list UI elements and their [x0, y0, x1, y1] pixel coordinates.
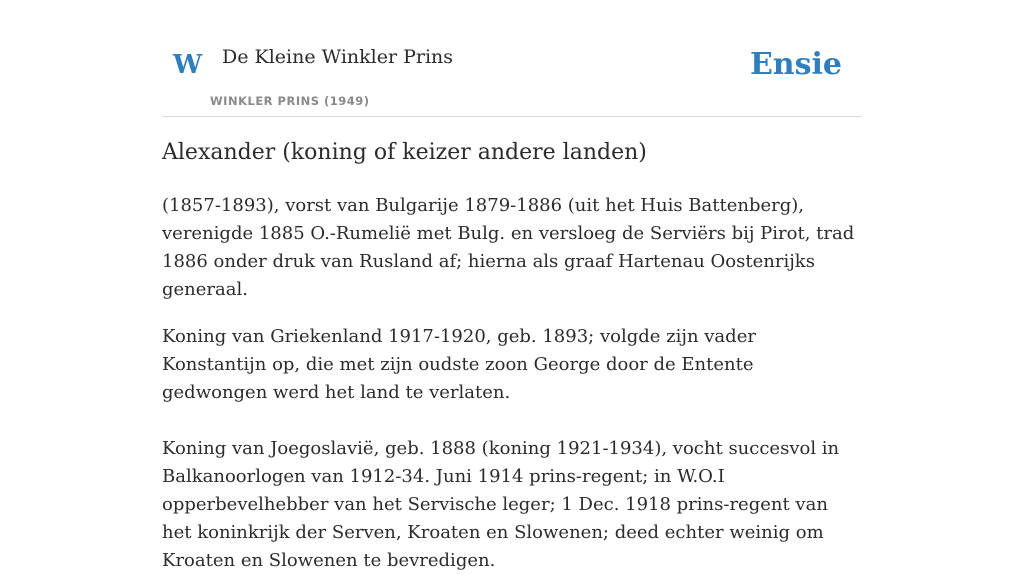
source-subtitle: WINKLER PRINS (1949) [210, 94, 370, 108]
ensie-logo[interactable]: Ensie [749, 47, 842, 82]
article-paragraph: Koning van Griekenland 1917-1920, geb. 1893; volgde zijn vader Konstantijn op, die met zijn oudste zoon George door de Entente gedwongen werd het land te verlaten. [162, 326, 756, 403]
source-title[interactable]: De Kleine Winkler Prins [222, 46, 454, 68]
article-paragraph: Koning van Joegoslavië, geb. 1888 (koning 1921-1934), vocht succesvol in Balkanoorlogen van 1912-34. Juni 1914 prins-regent; in W.O.I opperbevelhebber van het Servische leger; 1 Dec. 1918 prins-regent van het koninkrijk der Serven, Kroaten en Slowenen; deed echter weinig om Kroaten en Slowenen te bevredigen. [162, 438, 840, 571]
winkler-prins-logo[interactable]: W [173, 50, 203, 80]
article-title: Alexander (koning of keizer andere landen) [162, 140, 647, 165]
article-body [162, 192, 862, 575]
page-header [162, 0, 862, 117]
article-paragraph: (1857-1893), vorst van Bulgarije 1879-1886 (uit het Huis Battenberg), verenigde 1885 O.-Rumelië met Bulg. en versloeg de Serviërs bij Pirot, trad 1886 onder druk van Rusland af; hierna als graaf Hartenau Oostenrijks generaal. [162, 195, 855, 300]
